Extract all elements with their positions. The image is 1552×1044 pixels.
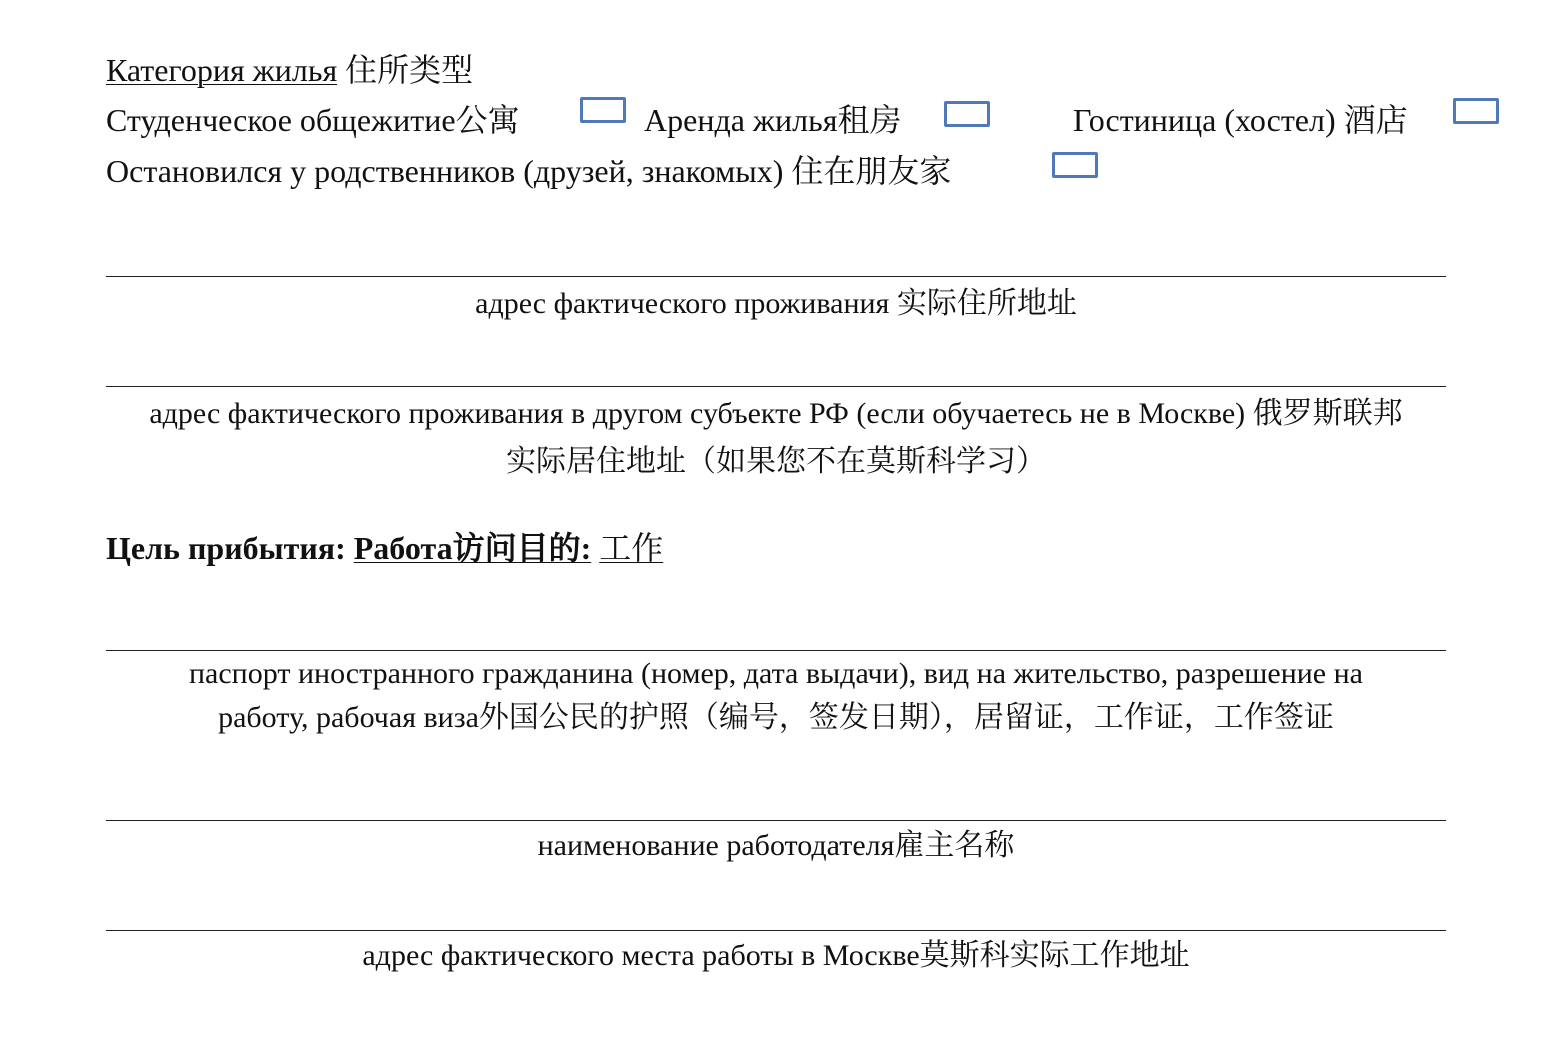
option-relatives-label: Остановился у родственников (друзей, знакомых) 住在朋友家	[106, 153, 952, 189]
employer-caption: наименование работодателя雇主名称	[537, 829, 1015, 862]
passport-caption-line1: паспорт иностранного гражданина (номер, дата выдачи), вид на жительство, разрешение на	[189, 657, 1363, 690]
passport-caption-line2: работу, рабочая виза外国公民的护照（编号，签发日期），居留证，工作证，工作签证	[218, 701, 1334, 734]
region-address-caption-line1: адрес фактического проживания в другом субъекте РФ (если обучаетесь не в Москве) 俄罗斯联邦	[149, 397, 1403, 430]
option-student-dorm-checkbox[interactable]	[580, 97, 626, 123]
housing-category-heading-zh: 住所类型	[337, 52, 474, 88]
housing-category-heading	[106, 50, 473, 90]
purpose-of-arrival	[106, 528, 663, 568]
region-address-line[interactable]	[106, 386, 1446, 387]
option-rental-label: Аренда жилья租房	[644, 102, 902, 138]
option-rental-checkbox[interactable]	[944, 101, 990, 127]
purpose-value-zh: 工作	[599, 530, 664, 566]
region-address-caption-line2: 实际居住地址（如果您不在莫斯科学习）	[506, 445, 1046, 478]
passport-line[interactable]	[106, 650, 1446, 651]
work-address-caption: адрес фактического места работы в Москве莫斯科实际工作地址	[362, 939, 1190, 972]
purpose-label: Цель прибытия:	[106, 530, 354, 566]
purpose-value: Работа访问目的:	[353, 530, 592, 566]
actual-address-caption: адрес фактического проживания 实际住所地址	[475, 287, 1077, 320]
option-relatives-checkbox[interactable]	[1052, 152, 1098, 178]
work-address-line[interactable]	[106, 930, 1446, 931]
employer-line[interactable]	[106, 820, 1446, 821]
actual-address-line[interactable]	[106, 276, 1446, 277]
option-student-dorm-label: Студенческое общежитие公寓	[106, 102, 520, 138]
option-hotel-checkbox[interactable]	[1453, 98, 1499, 124]
option-hotel-label: Гостиница (хостел) 酒店	[1073, 102, 1408, 138]
housing-category-heading-ru: Категория жилья	[106, 52, 338, 88]
